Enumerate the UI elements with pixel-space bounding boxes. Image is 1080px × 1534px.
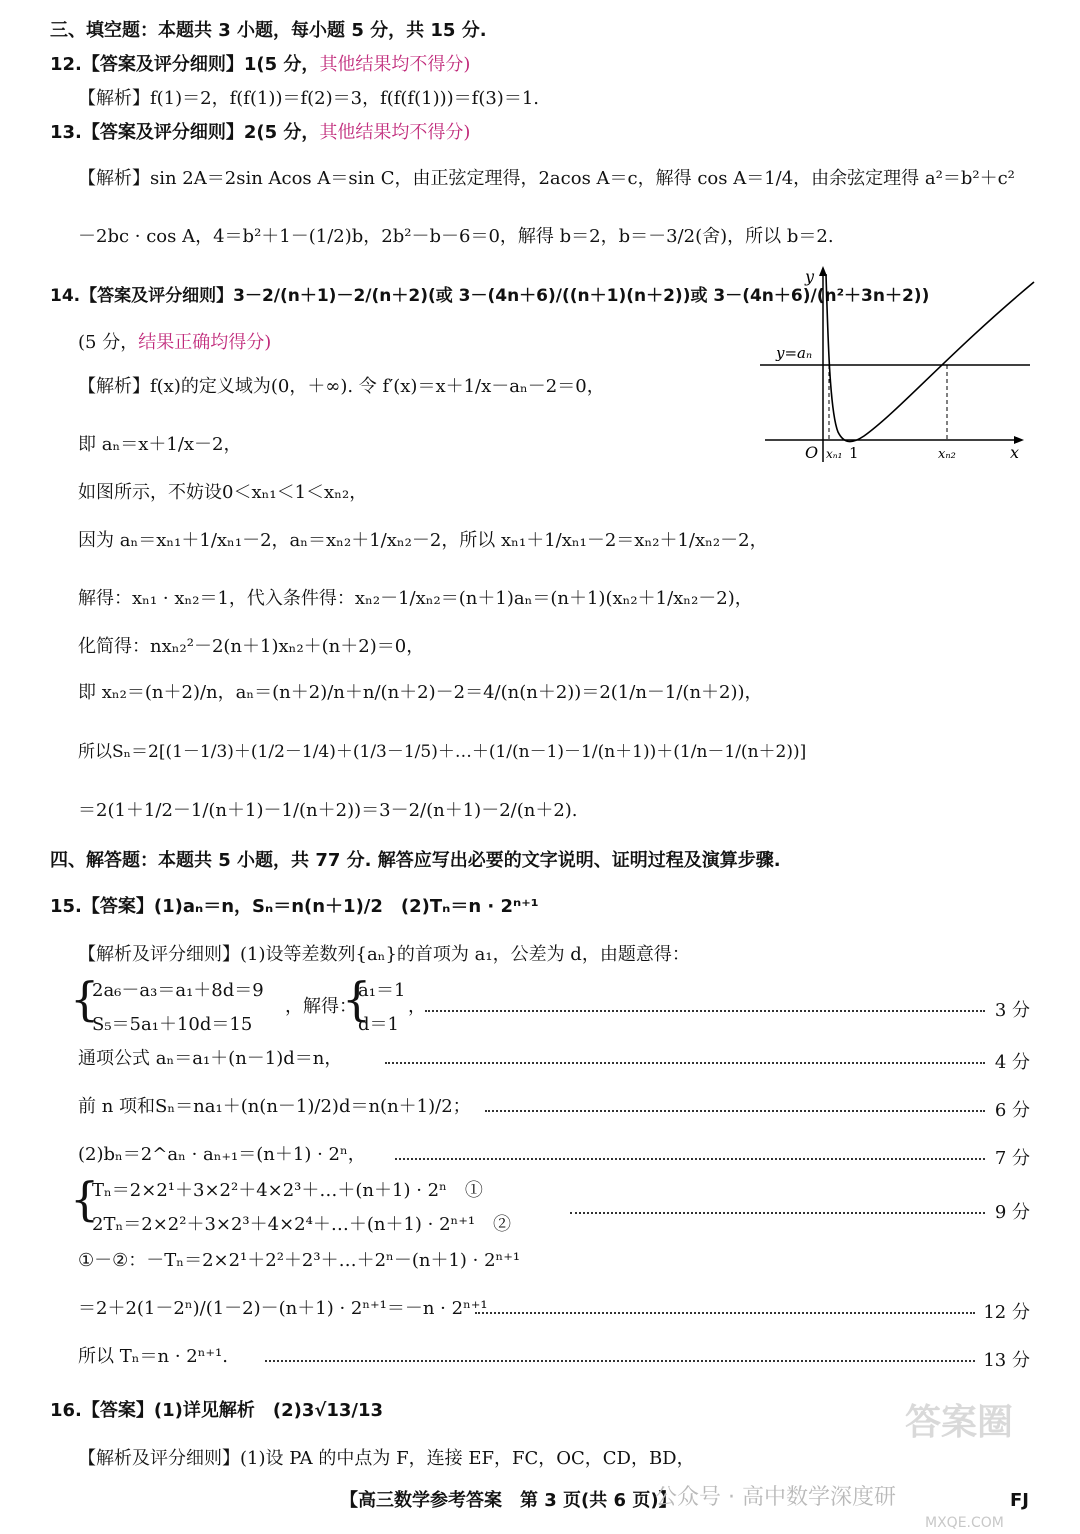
q14-line6: 化简得：nxₙ₂²－2(n＋1)xₙ₂＋(n＋2)＝0，	[78, 636, 425, 657]
corner-watermark-url: MXQE.COM	[925, 1515, 1004, 1531]
q14-line4: 因为 aₙ＝xₙ₁＋1/xₙ₁－2，aₙ＝xₙ₂＋1/xₙ₂－2，所以 xₙ₁＋1/xₙ₁－2＝xₙ₂＋1/xₙ₂－2，	[78, 530, 768, 551]
q13-header	[50, 122, 470, 145]
graph-y-label: y	[805, 267, 815, 286]
graph-x-label: x	[1010, 443, 1020, 462]
q13-solution-line2: －2bc · cos A，4＝b²＋1－(1/2)b，2b²－b－6＝0，解得 b＝2，b＝－3/2(舍)，所以 b＝2.	[78, 226, 834, 247]
dotted-leader	[475, 1312, 975, 1314]
system1-solve: ，解得：	[285, 996, 357, 1017]
q13-note: 其他结果均不得分)	[319, 122, 471, 143]
graph-origin-label: O	[805, 443, 819, 462]
solution1-comma: ，	[408, 996, 426, 1017]
dotted-leader	[485, 1110, 985, 1112]
solution1-d: d＝1	[358, 1014, 399, 1035]
q15-conclusion: 所以 Tₙ＝n · 2ⁿ⁺¹.	[78, 1346, 228, 1367]
graph-one-label: 1	[849, 444, 859, 462]
q12-note: 其他结果均不得分)	[319, 54, 471, 75]
section-3-title: 三、填空题：本题共 3 小题，每小题 5 分，共 15 分.	[50, 20, 487, 41]
graph-xn2-label: xₙ₂	[938, 447, 956, 462]
q15-subtract: ①－②：－Tₙ＝2×2¹＋2²＋2³＋…＋2ⁿ－(n＋1) · 2ⁿ⁺¹	[78, 1250, 521, 1271]
q14-line2: 即 aₙ＝x＋1/x－2，	[78, 434, 242, 455]
function-curve	[826, 274, 1034, 442]
q14-score-b: 结果正确均得分)	[138, 332, 272, 353]
q13-solution-line1: 【解析】sin 2A＝2sin Acos A＝sin C，由正弦定理得，2acos A＝c，解得 cos A＝1/4，由余弦定理得 a²＝b²＋c²	[78, 168, 1015, 189]
graph-xn1-label: xₙ₁	[826, 447, 843, 461]
q14-line8: 所以Sₙ＝2[(1－1/3)＋(1/2－1/4)＋(1/3－1/5)＋…＋(1/(n－1)－1/(n＋1))＋(1/n－1/(n＋2))]	[78, 742, 807, 762]
solution1-a1: a₁＝1	[358, 980, 406, 1001]
q14-line3: 如图所示，不妨设0＜xₙ₁＜1＜xₙ₂，	[78, 482, 368, 503]
system2-brace: {	[70, 1172, 100, 1226]
q14-score	[78, 332, 271, 355]
corner-watermark-logo: 答案圈	[905, 1402, 1014, 1443]
q15-intro: 【解析及评分细则】(1)设等差数列{aₙ}的首项为 a₁，公差为 d，由题意得：	[78, 944, 690, 965]
q14-line9: ＝2(1＋1/2－1/(n＋1)－1/(n＋2))＝3－2/(n＋1)－2/(n＋2).	[78, 800, 578, 821]
score-12: 12 分	[983, 1302, 1030, 1323]
q15-sum: 前 n 项和Sₙ＝na₁＋(n(n－1)/2)d＝n(n＋1)/2；	[78, 1096, 471, 1117]
system1-brace: {	[70, 972, 100, 1026]
q16-intro: 【解析及评分细则】(1)设 PA 的中点为 F，连接 EF，FC，OC，CD，BD，	[78, 1448, 695, 1469]
q12-header-text: 12.【答案及评分细则】1(5 分，	[50, 54, 320, 75]
function-graph	[760, 262, 1045, 462]
q15-general-term: 通项公式 aₙ＝a₁＋(n－1)d＝n，	[78, 1048, 343, 1069]
section-4-title: 四、解答题：本题共 5 小题，共 77 分. 解答应写出必要的文字说明、证明过程及演算步骤.	[50, 850, 781, 871]
footer-page-label: 【高三数学参考答案 第 3 页(共 6 页)】	[340, 1490, 677, 1511]
score-7: 7 分	[994, 1148, 1030, 1169]
q13-header-text: 13.【答案及评分细则】2(5 分，	[50, 122, 320, 143]
score-13: 13 分	[983, 1350, 1030, 1371]
score-3: 3 分	[994, 1000, 1030, 1021]
q12-solution: 【解析】f(1)＝2，f(f(1))＝f(2)＝3，f(f(f(1)))＝f(3)＝1.	[78, 88, 539, 109]
dotted-leader	[265, 1360, 975, 1362]
system1-eq1: 2a₆－a₃＝a₁＋8d＝9	[92, 980, 264, 1001]
dotted-leader	[385, 1062, 985, 1064]
q16-header: 16.【答案】(1)详见解析 (2)3√13/13	[50, 1400, 384, 1421]
q14-score-a: (5 分，	[78, 332, 139, 353]
system2-eq1: Tₙ＝2×2¹＋3×2²＋4×2³＋…＋(n＋1) · 2ⁿ ①	[92, 1180, 483, 1201]
dotted-leader	[425, 1010, 985, 1012]
system2-eq2: 2Tₙ＝2×2²＋3×2³＋4×2⁴＋…＋(n＋1) · 2ⁿ⁺¹ ②	[92, 1214, 512, 1235]
q15-bn: (2)bₙ＝2^aₙ · aₙ₊₁＝(n＋1) · 2ⁿ，	[78, 1144, 366, 1165]
q14-line7: 即 xₙ₂＝(n＋2)/n，aₙ＝(n＋2)/n＋n/(n＋2)－2＝4/(n(n＋2))＝2(1/n－1/(n＋2))，	[78, 682, 763, 703]
q14-header: 14.【答案及评分细则】3－2/(n＋1)－2/(n＋2)(或 3－(4n＋6)/((n＋1)(n＋2))或 3－(4n＋6)/(n²＋3n＋2))	[50, 286, 930, 306]
q14-line5: 解得：xₙ₁ · xₙ₂＝1，代入条件得：xₙ₂－1/xₙ₂＝(n＋1)aₙ＝(n＋1)(xₙ₂＋1/xₙ₂－2)，	[78, 588, 753, 609]
score-4: 4 分	[994, 1052, 1030, 1073]
y-axis	[819, 266, 827, 462]
graph-line-label: y=aₙ	[776, 344, 813, 362]
q15-simplify: ＝2＋2(1－2ⁿ)/(1－2)－(n＋1) · 2ⁿ⁺¹＝－n · 2ⁿ⁺¹	[78, 1298, 488, 1319]
q14-line1: 【解析】f(x)的定义域为(0，＋∞). 令 f′(x)＝x＋1/x－aₙ－2＝0，	[78, 376, 605, 397]
q12-header	[50, 54, 470, 77]
q15-header: 15.【答案】(1)aₙ＝n，Sₙ＝n(n＋1)/2 (2)Tₙ＝n · 2ⁿ⁺¹	[50, 896, 539, 917]
dotted-leader	[395, 1158, 985, 1160]
x-axis	[765, 436, 1024, 444]
score-9: 9 分	[994, 1202, 1030, 1223]
footer-watermark: 公众号 · 高中数学深度研	[655, 1485, 896, 1510]
score-6: 6 分	[994, 1100, 1030, 1121]
solution1-brace: {	[342, 972, 372, 1026]
dotted-leader	[570, 1212, 985, 1214]
footer-code: FJ	[1010, 1490, 1029, 1511]
system1-eq2: S₅＝5a₁＋10d＝15	[92, 1014, 253, 1035]
